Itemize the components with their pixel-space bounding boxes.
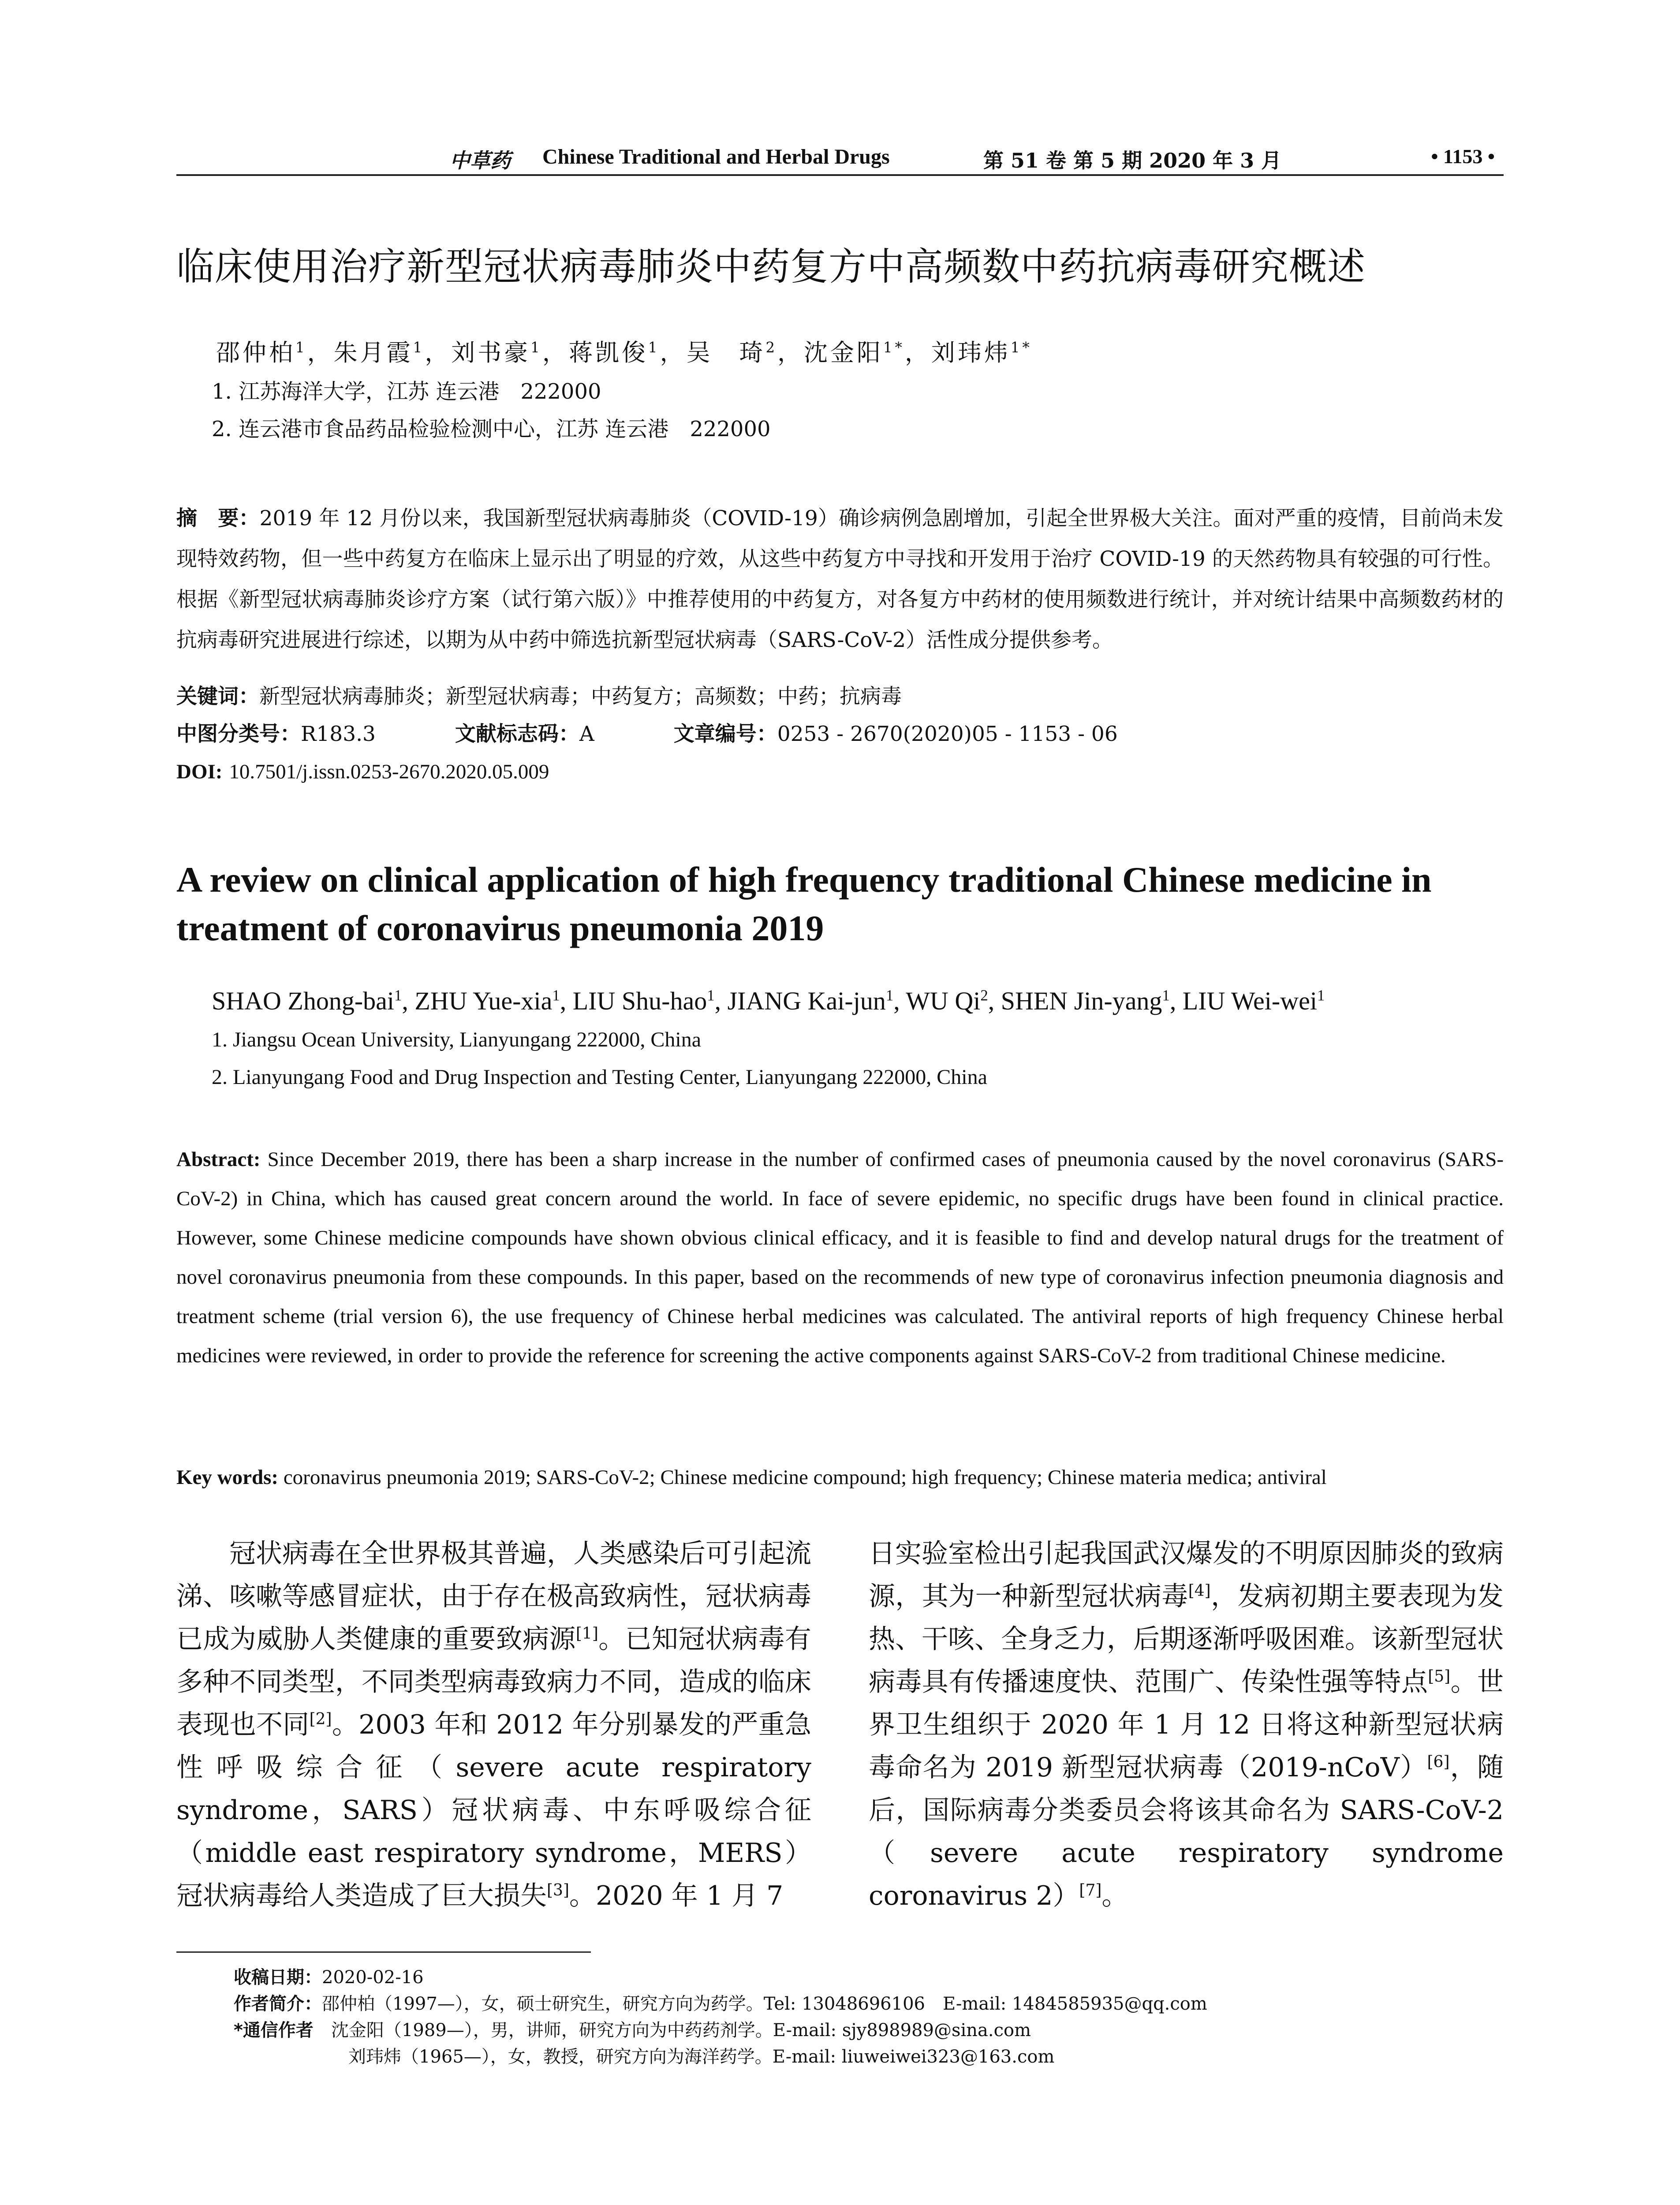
author-name: WU Qi <box>906 987 981 1015</box>
affiliation-cn-2: 2. 连云港市食品药品检验检测中心，江苏 连云港 222000 <box>212 417 771 441</box>
article-no-value: 0253 - 2670(2020)05 - 1153 - 06 <box>777 722 1118 746</box>
doc-code-value: A <box>579 722 594 746</box>
author-name: LIU Shu-hao <box>572 987 707 1015</box>
author-affiliation-mark: 1 <box>1317 987 1325 1004</box>
abstract-cn-text: 2019 年 12 月份以来，我国新型冠状病毒肺炎（COVID-19）确诊病例急剧增加，引起全世界极大关注。面对严重的疫情，目前尚未发现特效药物，但一些中药复方在临床上显示出了明显的疗效，从这些中药复方中寻找和开发用于治疗 COVID-19 的天然药物具有较强的可行性。根据《新型冠状病毒肺炎诊疗方案（试行第六版）》中推荐使用的中药复方，对各复方中药材的使用频数进行统计，并对统计结果中高频数药材的抗病毒研究进展进行综述，以期为从中药中筛选抗新型冠状病毒（SARS-CoV-2）活性成分提供参考。 <box>176 506 1504 652</box>
body-text: ，随后，国际病毒分类委员会将该其命名为 SARS-CoV-2（severe acute respiratory syndrome coronavirus 2） <box>869 1752 1504 1911</box>
author-affiliation-mark: 1* <box>883 339 905 356</box>
corr-label: *通信作者 <box>234 2020 314 2041</box>
body-text: 。 <box>1101 1880 1128 1911</box>
title-cn: 临床使用治疗新型冠状病毒肺炎中药复方中高频数中药抗病毒研究概述 <box>176 245 1366 289</box>
received-date: 2020-02-16 <box>322 1967 424 1988</box>
keywords-cn-label: 关键词： <box>176 684 259 709</box>
citation-ref[interactable]: [1] <box>575 1625 598 1643</box>
citation-ref[interactable]: [5] <box>1428 1667 1451 1686</box>
classification-line <box>176 719 1504 750</box>
author-affiliation-mark: 1 <box>1162 987 1170 1004</box>
author-affiliation-mark: 1 <box>394 987 402 1004</box>
author-affiliation-mark: 2 <box>980 987 988 1004</box>
body-column-left <box>176 1532 811 1917</box>
author-affiliation-mark: 1 <box>707 987 715 1004</box>
footnote-rule <box>176 1951 591 1953</box>
journal-name-cn: 中草药 <box>450 149 511 172</box>
author-name: LIU Wei-wei <box>1182 987 1317 1015</box>
author-name: SHAO Zhong-bai <box>212 987 395 1015</box>
author-affiliation-mark: 1 <box>530 339 542 356</box>
author-name: SHEN Jin-yang <box>1001 987 1162 1015</box>
body-text: 。已知冠状病毒有多种不同类型，不同类型病毒致病力不同，造成的临床表现也不同 <box>176 1624 812 1740</box>
footnote-corresponding-2: 刘玮炜（1965—），女，教授，研究方向为海洋药学。E-mail: liuweiwei323@163.com <box>348 2047 1055 2067</box>
issue-info: 第 51 卷 第 5 期 2020 年 3 月 <box>983 149 1282 172</box>
author-name: 吴 琦 <box>686 339 766 366</box>
page-number: • 1153 • <box>1431 145 1495 168</box>
author-affiliation-mark: 1 <box>552 987 560 1004</box>
footnote-received <box>234 1965 424 1990</box>
author-affiliation-mark: 1 <box>885 987 894 1004</box>
abstract-en <box>176 1140 1504 1375</box>
author-affiliation-mark: 1* <box>1010 339 1032 356</box>
journal-name-en: Chinese Traditional and Herbal Drugs <box>542 145 890 168</box>
citation-ref[interactable]: [7] <box>1079 1881 1102 1899</box>
author-name: 刘书豪 <box>451 339 531 366</box>
clc-value: R183.3 <box>301 722 376 746</box>
footnote-corresponding <box>234 2018 1031 2043</box>
footnote-bio <box>234 1991 1207 2017</box>
author-affiliation-mark: 2 <box>765 339 778 356</box>
received-label: 收稿日期： <box>234 1967 322 1988</box>
author-affiliation-mark: 1 <box>413 339 425 356</box>
article-no-label: 文章编号： <box>673 722 777 746</box>
bio-label: 作者简介： <box>234 1994 322 2014</box>
header-rule <box>176 174 1504 176</box>
citation-ref[interactable]: [3] <box>547 1881 569 1899</box>
authors-cn: 邵仲柏$^1$，朱月霞$^1$，刘书豪$^1$，蒋凯俊$^1$，吴 琦$^2$，沈金阳$^{1*}$，刘玮炜$^{1*}$ <box>216 339 1032 366</box>
clc-label: 中图分类号： <box>176 722 301 746</box>
body-column-right <box>869 1532 1504 1917</box>
author-affiliation-mark: 1 <box>648 339 660 356</box>
citation-ref[interactable]: [6] <box>1427 1753 1450 1771</box>
abstract-cn <box>176 498 1504 661</box>
author-name: JIANG Kai-jun <box>727 987 886 1015</box>
body-text: 。世界卫生组织于 2020 年 1 月 12 日将这种新型冠状病毒命名为 2019 新型冠状病毒（2019-nCoV） <box>869 1667 1504 1783</box>
citation-ref[interactable]: [4] <box>1188 1582 1211 1600</box>
citation-ref[interactable]: [2] <box>309 1710 332 1728</box>
keywords-en-label: Key words: <box>176 1466 279 1489</box>
corr-author-1: 沈金阳（1989—），男，讲师，研究方向为中药药剂学。E-mail: sjy898989@sina.com <box>331 2020 1031 2041</box>
keywords-cn-text: 新型冠状病毒肺炎；新型冠状病毒；中药复方；高频数；中药；抗病毒 <box>259 684 902 709</box>
author-name: 邵仲柏 <box>216 339 295 366</box>
author-name: 蒋凯俊 <box>568 339 648 366</box>
affiliation-cn-1: 1. 江苏海洋大学，江苏 连云港 222000 <box>212 379 601 404</box>
author-name: ZHU Yue-xia <box>414 987 553 1015</box>
doi-label: DOI: <box>176 760 223 783</box>
affiliation-en-2: 2. Lianyungang Food and Drug Inspection and Testing Center, Lianyungang 222000, China <box>212 1065 987 1089</box>
authors-en: SHAO Zhong-bai$^1$, ZHU Yue-xia$^1$, LIU Shu-hao$^1$, JIANG Kai-jun$^1$, WU Qi$^2$, SHEN Jin-yang$^1$, LIU Wei-wei$^1$ <box>212 987 1325 1015</box>
author-name: 沈金阳 <box>804 339 884 366</box>
body-text: 冠状病毒在全世界极其普遍，人类感染后可引起流涕、咳嗽等感冒症状，由于存在极高致病性，冠状病毒已成为威胁人类健康的重要致病源 <box>176 1538 811 1655</box>
body-text: ，发病初期主要表现为发热、干咳、全身乏力，后期逐渐呼吸困难。该新型冠状病毒具有传播速度快、范围广、传染性强等特点 <box>869 1581 1504 1697</box>
title-en: A review on clinical application of high frequency traditional Chinese medicine in treatment of coronavirus pneumonia 2019 <box>176 860 1432 948</box>
doi-value[interactable]: 10.7501/j.issn.0253-2670.2020.05.009 <box>229 760 549 783</box>
author-name: 朱月霞 <box>333 339 413 366</box>
abstract-cn-label: 摘 要： <box>176 506 260 531</box>
keywords-en <box>176 1462 1504 1493</box>
abstract-en-label: Abstract: <box>176 1148 261 1171</box>
affiliation-en-1: 1. Jiangsu Ocean University, Lianyungang 222000, China <box>212 1028 702 1051</box>
author-affiliation-mark: 1 <box>295 339 307 356</box>
body-text: 。2003 年和 2012 年分别暴发的严重急性呼吸综合征（severe acute respiratory syndrome，SARS）冠状病毒、中东呼吸综合征（middle east respiratory syndrome，MERS）冠状病毒给人类造成了巨大损失 <box>176 1709 812 1911</box>
bio-text: 邵仲柏（1997—），女，硕士研究生，研究方向为药学。Tel: 13048696106 E-mail: 1484585935@qq.com <box>322 1994 1207 2014</box>
keywords-en-text: coronavirus pneumonia 2019; SARS-CoV-2; Chinese medicine compound; high frequency; Chinese materia medica; antiviral <box>283 1466 1327 1489</box>
keywords-cn <box>176 681 1504 712</box>
doi-line <box>176 756 1504 787</box>
abstract-en-text: Since December 2019, there has been a sharp increase in the number of confirmed cases of pneumonia caused by the novel coronavirus (SARS-CoV-2) in China, which has caused great concern around the world. In face of severe epidemic, no specific drugs have been found in clinical practice. However, some Chinese medicine compounds have shown obvious clinical efficacy, and it is feasible to find and develop natural drugs for the treatment of novel coronavirus pneumonia from these compounds. In this paper, based on the recommends of new type of coronavirus infection pneumonia diagnosis and treatment scheme (trial version 6), the use frequency of Chinese herbal medicines was calculated. The antiviral reports of high frequency Chinese herbal medicines were reviewed, in order to provide the reference for screening the active components against SARS-CoV-2 from traditional Chinese medicine. <box>176 1148 1504 1367</box>
body-text: 日实验室检出引起我国武汉爆发的不明原因肺炎的致病源，其为一种新型冠状病毒 <box>869 1538 1504 1612</box>
body-text: 。2020 年 1 月 7 <box>569 1880 784 1911</box>
doc-code-label: 文献标志码： <box>455 722 579 746</box>
author-name: 刘玮炜 <box>931 339 1011 366</box>
running-header <box>176 137 1504 179</box>
